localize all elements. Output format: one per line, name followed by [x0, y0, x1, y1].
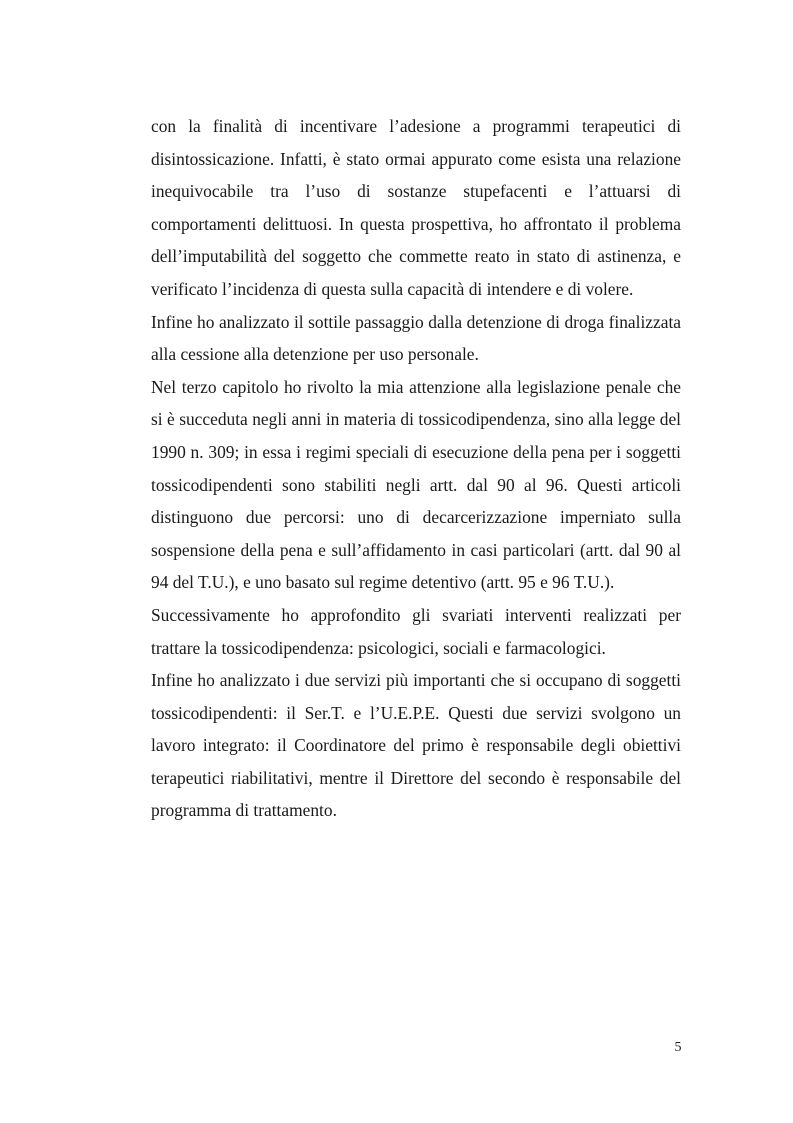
paragraph-5: Infine ho analizzato i due servizi più importanti che si occupano di soggetti tossicodipendenti: il Ser.T. e l’U.E.P.E. Questi due servizi svolgono un lavoro integrato: il Coordinatore del primo è responsabile degli obiettivi terapeutici riabilitativi, mentre il Direttore del secondo è responsabile del programma di trattamento. [151, 670, 681, 821]
paragraph-2: Infine ho analizzato il sottile passaggio dalla detenzione di droga finalizzata alla cessione alla detenzione per uso personale. [151, 311, 681, 365]
page-number: 5 [674, 1040, 682, 1055]
paragraph-4: Successivamente ho approfondito gli svariati interventi realizzati per trattare la tossicodipendenza: psicologici, sociali e farmacologici. [151, 604, 681, 658]
paragraph-1: con la finalità di incentivare l’adesione a programmi terapeutici di disintossicazione. Infatti, è stato ormai appurato come esista una relazione inequivocabile tra l’uso di sostanze stupefacenti e l’attuarsi di comportamenti delittuosi. In questa prospettiva, ho affrontato il problema dell’imputabilità del soggetto che commette reato in stato di astinenza, e verificato l’incidenza di questa sulla capacità di intendere e di volere. [151, 116, 681, 299]
paragraph-3: Nel terzo capitolo ho rivolto la mia attenzione alla legislazione penale che si è succeduta negli anni in materia di tossicodipendenza, sino alla legge del 1990 n. 309; in essa i regimi speciali di esecuzione della pena per i soggetti tossicodipendenti sono stabiliti negli artt. dal 90 al 96. Questi articoli distinguono due percorsi: uno di decarcerizzazione imperniato sulla sospensione della pena e sull’affidamento in casi particolari (artt. dal 90 al 94 del T.U.), e uno basato sul regime detentivo (artt. 95 e 96 T.U.). [151, 376, 681, 593]
body-text [151, 110, 681, 827]
